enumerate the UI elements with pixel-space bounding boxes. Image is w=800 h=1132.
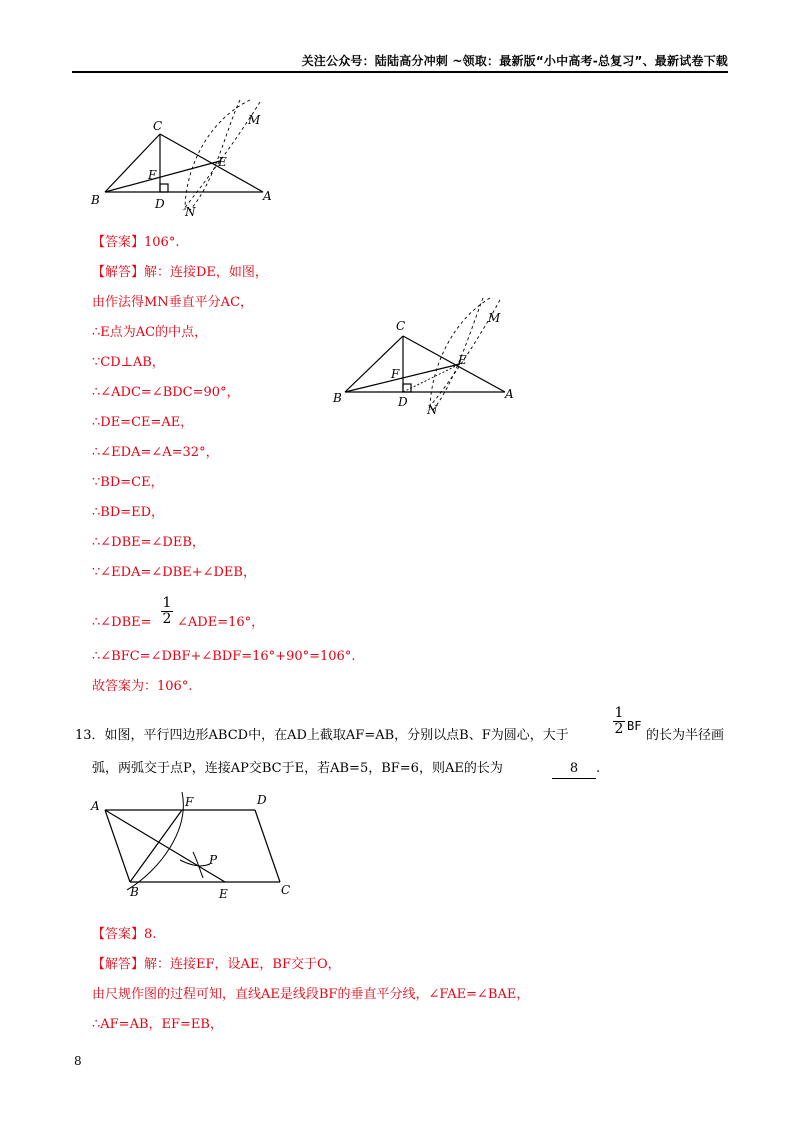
answer-blank: 8 — [552, 760, 596, 779]
label-F: F — [391, 367, 400, 381]
q12-step-3: ∵CD⊥AB， — [92, 355, 165, 370]
triangle-figure-1 — [85, 92, 285, 224]
label-B: B — [91, 193, 100, 207]
label-D: D — [398, 395, 408, 409]
fraction-denominator: 2 — [614, 721, 624, 737]
label-M: M — [248, 113, 261, 127]
q13-blank-wrap — [552, 760, 600, 779]
label-C: C — [396, 319, 406, 333]
q12-step-10: ∵∠EDA=∠DBE+∠DEB， — [92, 565, 256, 580]
q12-step-6: ∴∠EDA=∠A=32°， — [92, 445, 219, 460]
label-N: N — [185, 205, 196, 219]
label-N: N — [427, 403, 438, 417]
q13-line1-b: 的长为半径画 — [646, 728, 725, 743]
page-header — [0, 52, 800, 72]
label-F: F — [148, 168, 157, 182]
q12-conclusion: 故答案为：106°. — [92, 679, 193, 694]
q12-analysis: 【解答】解：连接DE，如图， — [92, 265, 268, 280]
label-M: M — [488, 311, 501, 325]
q12-step-bfc: ∴∠BFC=∠DBF+∠BDF=16°+90°=106°. — [92, 649, 356, 664]
label-F: F — [185, 795, 194, 809]
q12-step-2: ∴E点为AC的中点， — [92, 325, 208, 340]
q13-step-1: 由尺规作图的过程可知，直线AE是线段BF的垂直平分线，∠FAE=∠BAE， — [92, 987, 530, 1002]
q13-analysis: 【解答】解：连接EF，设AE，BF交于O， — [92, 957, 341, 972]
label-D: D — [257, 793, 267, 807]
fraction-denominator: 2 — [162, 611, 172, 627]
q13-line1-a: 13．如图，平行四边形ABCD中，在AD上截取AF=AB，分别以点B、F为圆心，大于 — [75, 728, 569, 743]
q13-line2-b: . — [596, 761, 601, 776]
q13-answer: 【答案】8. — [92, 927, 157, 942]
page-number: 8 — [74, 1054, 82, 1068]
q12-step-5: ∴DE=CE=AE， — [92, 415, 194, 430]
label-E: E — [219, 887, 228, 901]
label-E: E — [458, 353, 467, 367]
parallelogram-figure — [85, 790, 305, 910]
triangle-figure-2 — [325, 292, 525, 422]
q12-step-1: 由作法得MN垂直平分AC， — [92, 295, 254, 310]
label-C: C — [153, 119, 163, 133]
label-E: E — [218, 155, 227, 169]
q12-step-7: ∵BD=CE， — [92, 475, 164, 490]
fraction-half — [161, 596, 173, 627]
fraction-numerator: 1 — [162, 595, 172, 611]
label-B: B — [333, 391, 342, 405]
label-B: B — [130, 885, 139, 899]
q12-step-4: ∴∠ADC=∠BDC=90°， — [92, 385, 240, 400]
q12-answer: 【答案】106°. — [92, 235, 180, 250]
fraction-numerator: 1 — [614, 705, 624, 721]
label-A: A — [263, 189, 272, 203]
header-text: 关注公众号：陆陆高分冲刺 ~领取：最新版“小中高考-总复习”、最新试卷下载 — [301, 54, 728, 68]
q13-step-2: ∴AF=AB，EF=EB， — [92, 1017, 223, 1032]
header-rule — [72, 71, 728, 73]
label-D: D — [155, 197, 165, 211]
label-C: C — [281, 883, 291, 897]
label-A: A — [505, 387, 514, 401]
q13-line2-a: 弧，两弧交于点P，连接AP交BC于E，若AB=5，BF=6，则AE的长为 — [92, 761, 503, 776]
q12-step-half-right: ∠ADE=16°， — [177, 615, 265, 630]
label-P: P — [209, 853, 218, 867]
q12-step-9: ∴∠DBE=∠DEB， — [92, 535, 205, 550]
q12-step-half-left: ∴∠DBE= — [92, 615, 152, 630]
q13-fraction — [613, 706, 625, 737]
q13-frac-tail: BF — [627, 719, 642, 733]
label-A: A — [91, 799, 100, 813]
q12-step-8: ∴BD=ED， — [92, 505, 165, 520]
